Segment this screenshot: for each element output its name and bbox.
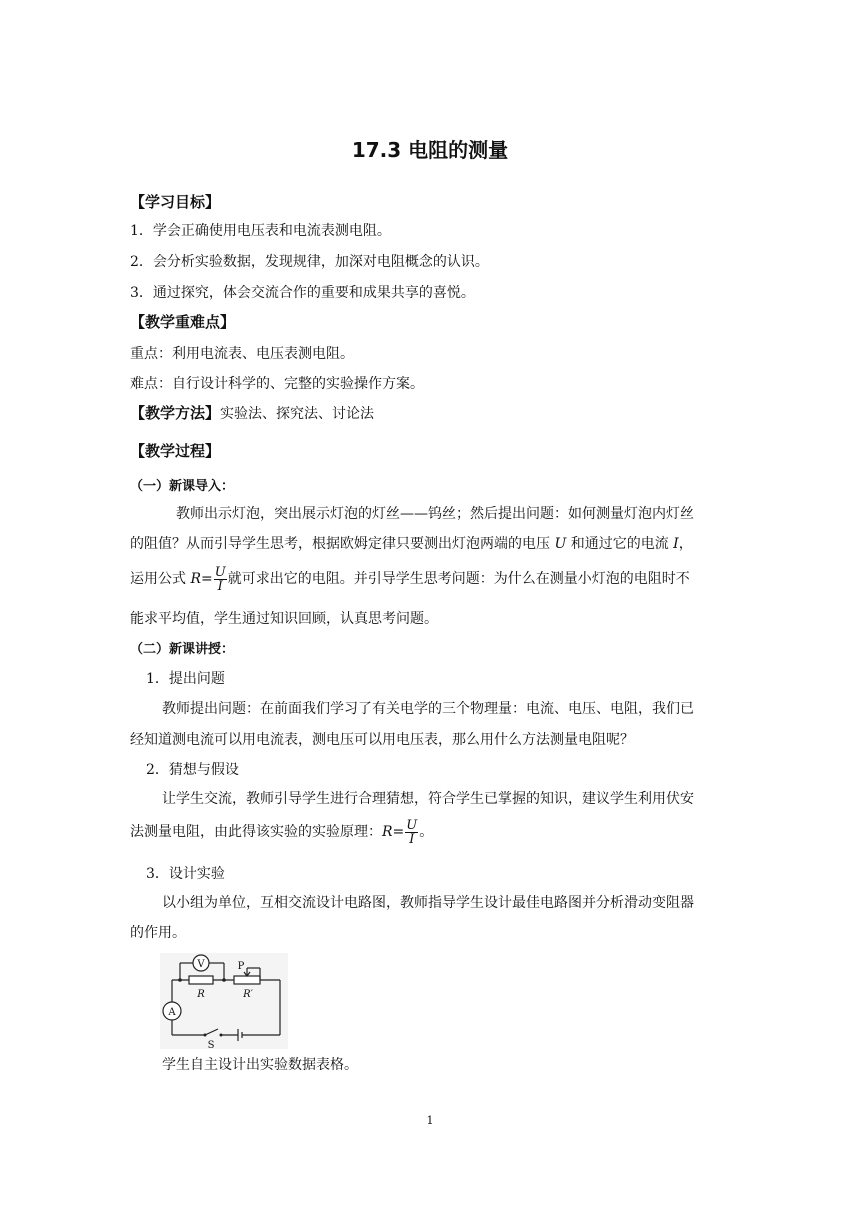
page-title: 17.3 电阻的测量 bbox=[351, 138, 509, 162]
part1-line: 教师出示灯泡，突出展示灯泡的灯丝——钨丝；然后提出问题：如何测量灯泡内灯丝 bbox=[176, 506, 694, 522]
step-text: 以小组为单位，互相交流设计电路图，教师指导学生设计最佳电路图并分析滑动变阻器 bbox=[162, 895, 694, 911]
ammeter-label: A bbox=[168, 1007, 176, 1018]
page-number: 1 bbox=[426, 1114, 434, 1127]
part1-heading: （一）新课导入： bbox=[130, 479, 235, 494]
methods-line bbox=[130, 404, 730, 423]
goals-heading: 【学习目标】 bbox=[130, 193, 221, 211]
formula-lhs: R bbox=[190, 571, 201, 587]
step-text: 的作用。 bbox=[130, 925, 186, 941]
step-text: 教师提出问题：在前面我们学习了有关电学的三个物理量：电流、电压、电阻，我们已 bbox=[162, 701, 694, 717]
part1-formula-line: 运用公式 R= $\frac{U}{I}$ 就可求出它的电阻。并引导学生思考问题：为什么在测量小灯泡的电阻时不 bbox=[130, 564, 690, 594]
goal-item: 1．学会正确使用电压表和电流表测电阻。 bbox=[130, 223, 391, 239]
formula-fraction: $\frac{U}{I}$ bbox=[406, 817, 418, 847]
goal-item: 3．通过探究，体会交流合作的重要和成果共享的喜悦。 bbox=[130, 285, 475, 301]
key-points-heading: 【教学重难点】 bbox=[130, 313, 236, 331]
part1-line: 的阻值？从而引导学生思考，根据欧姆定律只要测出灯泡两端的电压 U 和通过它的电流 I， bbox=[130, 536, 693, 552]
step-title: 2．猜想与假设 bbox=[146, 762, 239, 778]
step-text: 经知道测电流可以用电流表，测电压可以用电压表，那么用什么方法测量电阻呢？ bbox=[130, 732, 634, 748]
slider-label: P bbox=[237, 961, 245, 972]
step-title: 1．提出问题 bbox=[146, 671, 225, 687]
resistor-label: R bbox=[197, 989, 205, 1000]
goal-item: 2．会分析实验数据，发现规律，加深对电阻概念的认识。 bbox=[130, 254, 489, 270]
difficulty-text: 难点：自行设计科学的、完整的实验操作方案。 bbox=[130, 376, 424, 392]
voltmeter-label: V bbox=[197, 959, 205, 970]
methods-heading: 【教学方法】 bbox=[130, 404, 221, 422]
switch-label: S bbox=[207, 1040, 215, 1049]
formula-fraction: $\frac{U}{I}$ bbox=[214, 564, 226, 594]
step-title: 3．设计实验 bbox=[146, 866, 225, 882]
circuit-diagram bbox=[160, 953, 288, 1049]
resistor-r bbox=[189, 976, 213, 984]
step-text: 学生自主设计出实验数据表格。 bbox=[162, 1057, 358, 1073]
rheostat bbox=[234, 976, 260, 984]
step-text: 让学生交流，教师引导学生进行合理猜想，符合学生已掌握的知识，建议学生利用伏安 bbox=[162, 791, 694, 807]
process-heading: 【教学过程】 bbox=[130, 442, 221, 460]
rheostat-label: R′ bbox=[243, 989, 253, 1000]
methods-text: 实验法、探究法、讨论法 bbox=[220, 406, 375, 422]
principle-line: 法测量电阻，由此得该实验的实验原理：R= $\frac{U}{I}$ 。 bbox=[130, 817, 434, 847]
part1-line: 能求平均值，学生通过知识回顾，认真思考问题。 bbox=[130, 611, 438, 627]
part2-heading: （二）新课讲授： bbox=[130, 642, 235, 657]
focus-text: 重点：利用电流表、电压表测电阻。 bbox=[130, 346, 354, 362]
